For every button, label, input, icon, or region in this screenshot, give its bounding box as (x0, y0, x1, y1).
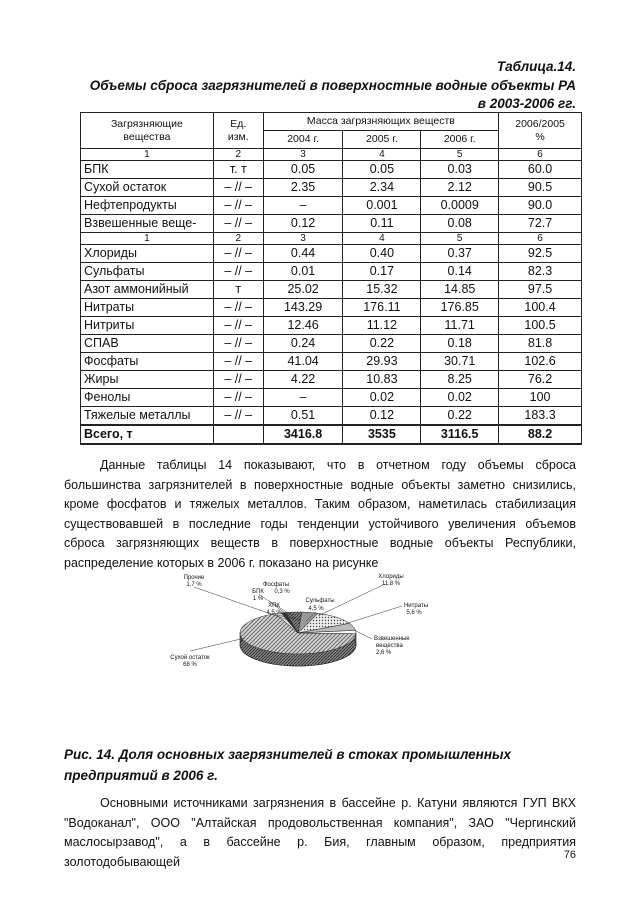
table-row (81, 299, 582, 317)
table-cell: 90.5 (499, 179, 582, 197)
table-row (81, 371, 582, 389)
label-sulfates: Сульфаты (305, 598, 335, 604)
table-cell: 12.46 (263, 317, 343, 335)
header-year-2004: 2004 г. (263, 131, 343, 149)
table-cell: – (263, 197, 343, 215)
table-cell: 0.02 (343, 389, 421, 407)
column-number-cell: 5 (421, 233, 499, 245)
header-pollutant-line2: вещества (123, 130, 171, 143)
label-hpk-value: 4,5 % (266, 610, 282, 616)
table-row (81, 161, 582, 179)
label-chlorides: Хлориды (378, 574, 404, 580)
table-cell: 0.05 (263, 161, 343, 179)
pollutant-name-cell: Нефтепродукты (81, 197, 214, 215)
label-bpk-value: 1 % (252, 596, 264, 602)
table-cell: 30.71 (421, 353, 499, 371)
pollutant-name-cell: Сухой остаток (81, 179, 214, 197)
pollutant-name-cell: СПАВ (81, 335, 214, 353)
table-cell: 0.03 (421, 161, 499, 179)
table-cell: т. т (213, 161, 263, 179)
table-cell: 4.22 (263, 371, 343, 389)
header-year-2005: 2005 г. (343, 131, 421, 149)
label-chlorides-value: 11,8 % (381, 581, 401, 587)
table-cell: 0.12 (343, 407, 421, 426)
body-paragraph-2 (64, 794, 576, 872)
table-cell: 0.18 (421, 335, 499, 353)
table-cell: 82.3 (499, 263, 582, 281)
header-unit (213, 113, 263, 149)
column-number-cell: 4 (343, 233, 421, 245)
table-cell: 183.3 (499, 407, 582, 426)
header-ratio-line1: 2006/2005 (515, 117, 565, 130)
table-cell: 11.12 (343, 317, 421, 335)
table-cell: 8.25 (421, 371, 499, 389)
table-cell: 0.22 (343, 335, 421, 353)
label-phosphates: Фосфаты (262, 582, 290, 588)
label-phosphates-value: 0,3 % (274, 589, 290, 595)
label-sulfates-value: 4,5 % (308, 606, 324, 612)
body-paragraph-1-text: Данные таблицы 14 показывают, что в отчетном году объемы сброса большинства загрязнителей в поверхностные водные объекты заметно снизились, кроме фосфатов и тяжелых металлов. Таким образом, наметилась стабилизация существовавшей в последние годы тенденции устойчивого увеличения объемов сброса загрязняющих веществ в поверхностные водные объекты Республики, распределение которых в 2006 г. показано на рисунке (64, 458, 576, 570)
table-cell: 92.5 (499, 245, 582, 263)
label-suspended-2: вещества (376, 643, 403, 649)
table-cell: 60.0 (499, 161, 582, 179)
table-cell: – // – (213, 353, 263, 371)
table-cell: 0.14 (421, 263, 499, 281)
pollutant-name-cell: Взвешенные веще- (81, 215, 214, 233)
table-cell: 90.0 (499, 197, 582, 215)
table-cell: – // – (213, 389, 263, 407)
table-header-row (81, 113, 582, 131)
table-number: Таблица.14. (496, 59, 576, 74)
table-cell: 0.08 (421, 215, 499, 233)
table-cell: – // – (213, 263, 263, 281)
table-cell: 72.7 (499, 215, 582, 233)
table-cell: 0.11 (343, 215, 421, 233)
table-row (81, 215, 582, 233)
table-cell: 10.83 (343, 371, 421, 389)
table-cell: 2.34 (343, 179, 421, 197)
table-row (81, 179, 582, 197)
pollutant-name-cell: Азот аммонийный (81, 281, 214, 299)
table-row (81, 389, 582, 407)
table-cell: 41.04 (263, 353, 343, 371)
table-cell: – // – (213, 179, 263, 197)
table-row (81, 245, 582, 263)
column-number-row (81, 149, 582, 161)
table-cell: 0.22 (421, 407, 499, 426)
table-row (81, 317, 582, 335)
table-cell: 143.29 (263, 299, 343, 317)
table-cell: – // – (213, 215, 263, 233)
pollutant-name-cell: Фенолы (81, 389, 214, 407)
header-year-2006: 2006 г. (421, 131, 499, 149)
table-cell: 3116.5 (421, 425, 499, 444)
column-number-cell: 3 (263, 233, 343, 245)
table-cell: – // – (213, 407, 263, 426)
table-cell: 100 (499, 389, 582, 407)
label-nitrates: Нитраты (403, 603, 429, 609)
header-mass: Масса загрязняющих веществ (263, 113, 498, 131)
table-cell: 176.11 (343, 299, 421, 317)
table-total-row (81, 425, 582, 444)
table-cell: – // – (213, 197, 263, 215)
pie-slices (240, 612, 356, 654)
table-row (81, 353, 582, 371)
pollutant-name-cell: Нитраты (81, 299, 214, 317)
table-cell: 0.51 (263, 407, 343, 426)
header-unit-line2: изм. (227, 130, 249, 143)
label-dry-residue: Сухой остаток (170, 655, 210, 661)
header-pollutant (81, 113, 214, 149)
column-number-row (81, 233, 582, 245)
pollutant-name-cell: БПК (81, 161, 214, 179)
table-cell: 102.6 (499, 353, 582, 371)
label-prochie: Прочие (183, 575, 205, 581)
column-number-cell: 4 (343, 149, 421, 161)
table-cell: 0.001 (343, 197, 421, 215)
table-cell: 0.0009 (421, 197, 499, 215)
table-cell: 97.5 (499, 281, 582, 299)
table-cell: 2.35 (263, 179, 343, 197)
table-cell: т (213, 281, 263, 299)
body-paragraph-1 (64, 456, 576, 574)
table-cell: 81.8 (499, 335, 582, 353)
table-cell: 100.5 (499, 317, 582, 335)
table-cell: 0.24 (263, 335, 343, 353)
table-cell: – // – (213, 371, 263, 389)
column-number-cell: 2 (213, 149, 263, 161)
label-dry-residue-value: 68 % (183, 662, 197, 668)
table-cell: 0.40 (343, 245, 421, 263)
table-cell: 25.02 (263, 281, 343, 299)
table-cell (213, 425, 263, 444)
table-cell: 76.2 (499, 371, 582, 389)
label-hpk: ХПК (268, 603, 280, 609)
table-cell: 3535 (343, 425, 421, 444)
pollutant-name-cell: Хлориды (81, 245, 214, 263)
table-cell: 100.4 (499, 299, 582, 317)
label-nitrates-value: 5,6 % (406, 610, 422, 616)
label-bpk: БПК (252, 589, 264, 595)
header-unit-line1: Ед. (230, 117, 247, 130)
table-cell: 88.2 (499, 425, 582, 444)
table-cell: – // – (213, 335, 263, 353)
table-cell: – // – (213, 245, 263, 263)
table-cell: 2.12 (421, 179, 499, 197)
table-row (81, 263, 582, 281)
header-ratio-line2: % (535, 130, 545, 143)
table-row (81, 281, 582, 299)
table-cell: 0.44 (263, 245, 343, 263)
table-row (81, 335, 582, 353)
pollutant-name-cell: Тяжелые металлы (81, 407, 214, 426)
pollutant-name-cell: Всего, т (81, 425, 214, 444)
column-number-cell: 2 (213, 233, 263, 245)
table-row (81, 197, 582, 215)
table-cell: 0.05 (343, 161, 421, 179)
column-number-cell: 3 (263, 149, 343, 161)
column-number-cell: 1 (81, 149, 214, 161)
table-cell: 15.32 (343, 281, 421, 299)
figure-caption: Рис. 14. Доля основных загрязнителей в стоках промышленных предприятий в 2006 г. (64, 747, 512, 783)
label-suspended: Взвешенные (374, 636, 410, 642)
pollutants-table (80, 112, 582, 445)
column-number-cell: 6 (499, 149, 582, 161)
column-number-cell: 1 (81, 233, 214, 245)
table-cell: – (263, 389, 343, 407)
column-number-cell: 6 (499, 233, 582, 245)
table-cell: 11.71 (421, 317, 499, 335)
pollutant-name-cell: Фосфаты (81, 353, 214, 371)
label-suspended-value: 2,6 % (376, 650, 392, 656)
label-prochie-value: 1,7 % (186, 582, 202, 588)
table-cell: – // – (213, 299, 263, 317)
pie-chart (150, 568, 450, 680)
body-paragraph-2-text: Основными источниками загрязнения в бассейне р. Катуни являются ГУП ВКХ "Водоканал", ООО "Алтайская продовольственная компания", ЗАО "Чергинский маслосырзавод", а в бассейне р. Бия, главным образом, предприятия золотодобывающей (64, 796, 576, 869)
table-cell: 14.85 (421, 281, 499, 299)
header-pollutant-line1: Загрязняющие (110, 117, 183, 130)
table-cell: 0.02 (421, 389, 499, 407)
header-ratio (499, 113, 582, 149)
table-title-years: в 2003-2006 гг. (477, 96, 576, 111)
table-cell: 3416.8 (263, 425, 343, 444)
page-number: 76 (563, 849, 576, 861)
table-cell: – // – (213, 317, 263, 335)
table-title: Объемы сброса загрязнителей в поверхностные водные объекты РА (89, 78, 576, 93)
table-cell: 0.17 (343, 263, 421, 281)
table-cell: 0.01 (263, 263, 343, 281)
pollutant-name-cell: Нитриты (81, 317, 214, 335)
column-number-cell: 5 (421, 149, 499, 161)
pollutant-name-cell: Жиры (81, 371, 214, 389)
table-cell: 0.12 (263, 215, 343, 233)
table-cell: 176.85 (421, 299, 499, 317)
table-row (81, 407, 582, 426)
table-cell: 0.37 (421, 245, 499, 263)
table-cell: 29.93 (343, 353, 421, 371)
pollutant-name-cell: Сульфаты (81, 263, 214, 281)
